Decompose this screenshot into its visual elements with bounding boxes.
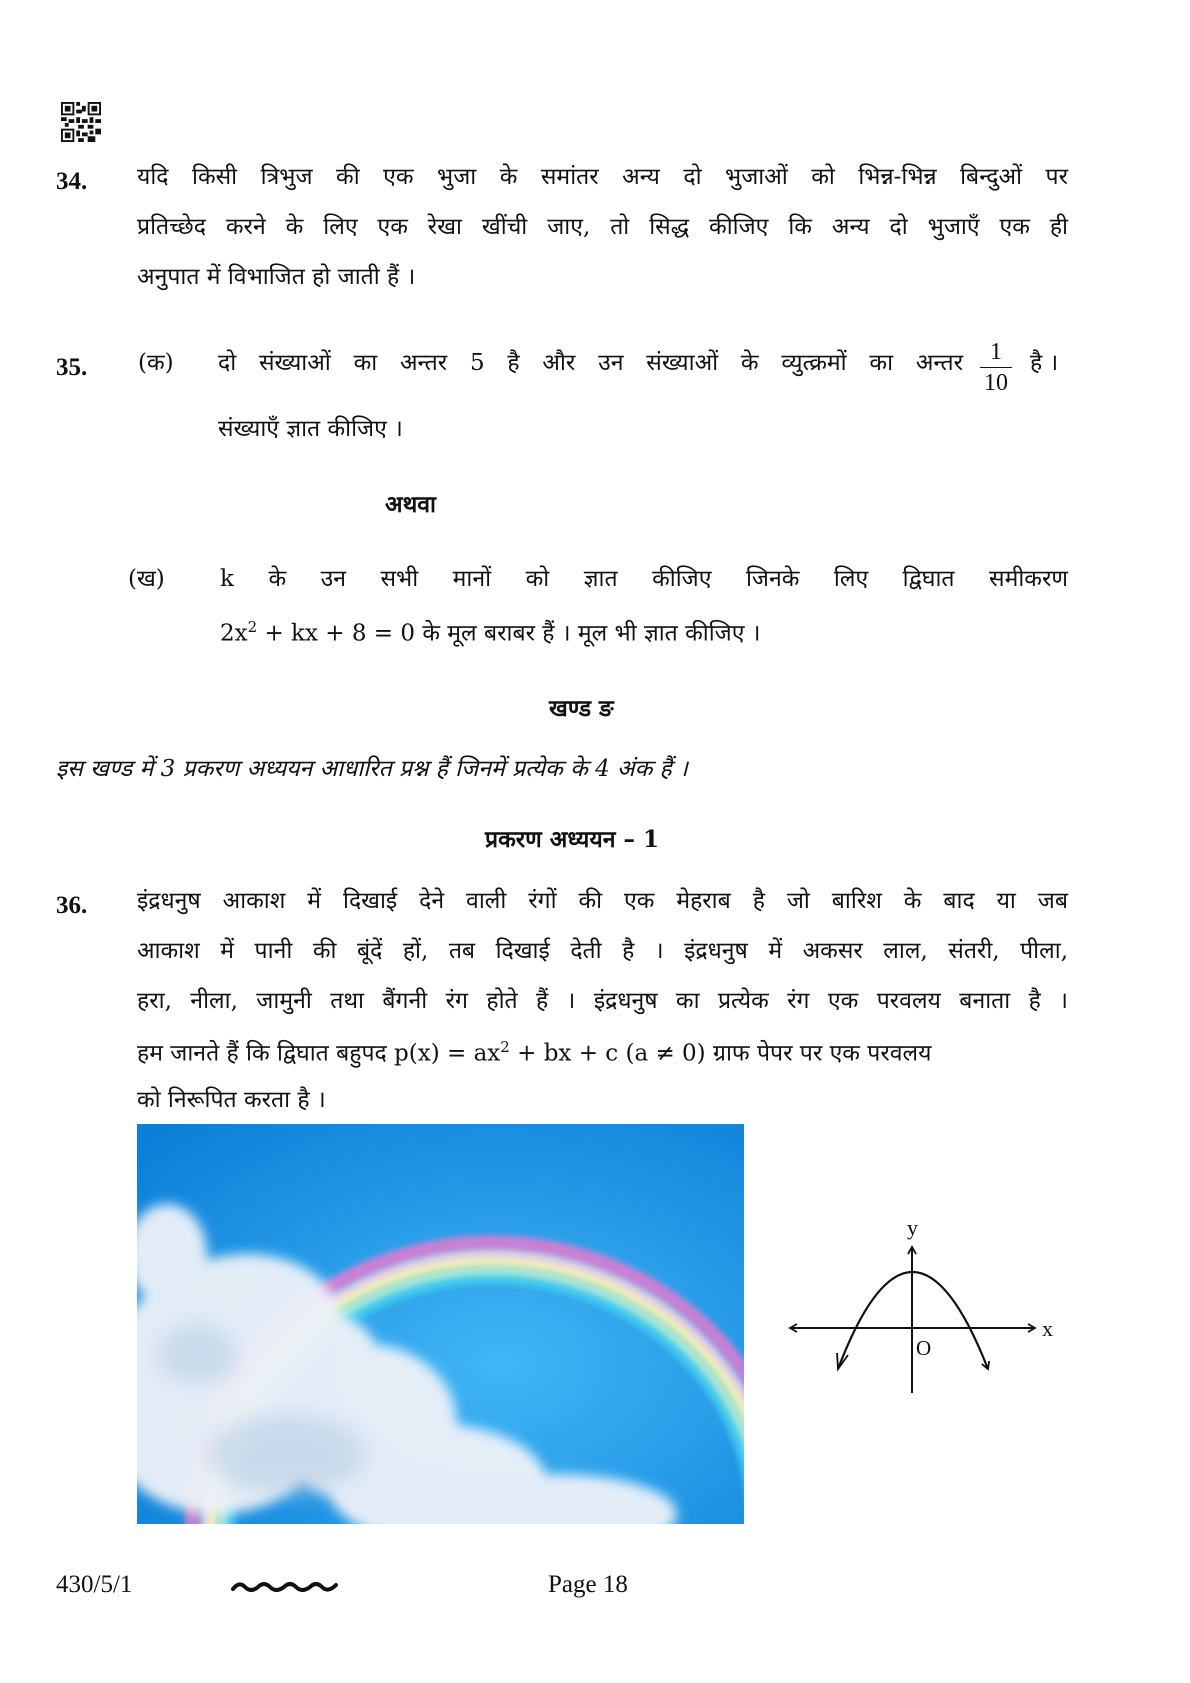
or-label: अथवा (385, 491, 437, 518)
q34-line-3: अनुपात में विभाजित हो जाती हैं । (137, 264, 416, 290)
q36-line-4-pre: हम जानते हैं कि द्विघात बहुपद p(x) = ax (137, 1040, 501, 1067)
rainbow-image-icon (137, 1124, 744, 1524)
rainbow-photo (137, 1124, 744, 1524)
question-number-35: 35. (56, 354, 88, 381)
q36-line-5: को निरूपित करता है । (137, 1087, 326, 1113)
origin-label: O (916, 1336, 932, 1360)
q35-part-a-line-1-end: है । (1030, 350, 1059, 376)
eq-pre: 2x (220, 620, 248, 647)
x-axis-label: x (1042, 1316, 1053, 1341)
qr-code-icon (60, 102, 102, 142)
section-title: खण्ड ङ (549, 695, 614, 722)
page-number: Page 18 (548, 1571, 628, 1598)
q36-exponent: 2 (500, 1038, 510, 1056)
fraction-one-tenth (980, 340, 1012, 395)
paper-code: 430/5/1 (56, 1571, 133, 1598)
q35-part-b-equation (220, 620, 760, 646)
q35-part-a-label: (क) (138, 350, 174, 376)
q34-line-2: प्रतिच्छेद करने के लिए एक रेखा खींची जाए, तो सिद्ध कीजिए कि अन्य दो भुजाएँ एक ही (137, 214, 1068, 240)
question-number-36: 36. (56, 892, 88, 919)
q35-part-a-line-1: दो संख्याओं का अन्तर 5 है और उन संख्याओं के व्युत्क्रमों का अन्तर (218, 350, 963, 376)
question-number-34: 34. (56, 168, 88, 195)
q36-line-2: आकाश में पानी की बूंदें हों, तब दिखाई देती है । इंद्रधनुष में अकसर लाल, संतरी, पीला, (137, 938, 1068, 964)
section-instruction: इस खण्ड में 3 प्रकरण अध्ययन आधारित प्रश्न हैं जिनमें प्रत्येक के 4 अंक हैं । (56, 756, 688, 782)
q36-line-1: इंद्रधनुष आकाश में दिखाई देने वाली रंगों की एक मेहराब है जो बारिश के बाद या जब (137, 888, 1068, 914)
case-study-title: प्रकरण अध्ययन – 1 (485, 826, 659, 853)
q36-line-4 (137, 1040, 1068, 1066)
eq-post: + kx + 8 = 0 के मूल बराबर हैं । मूल भी ज्ञात कीजिए । (257, 620, 761, 647)
parabola-graph (770, 1205, 1070, 1405)
q35-part-a-line-2: संख्याएँ ज्ञात कीजिए । (218, 416, 403, 442)
q35-part-b-line-1: k के उन सभी मानों को ज्ञात कीजिए जिनके लिए द्विघात समीकरण (220, 566, 1068, 592)
q36-line-3: हरा, नीला, जामुनी तथा बैंगनी रंग होते हैं । इंद्रधनुष का प्रत्येक रंग एक परवलय बनाता है । (137, 988, 1068, 1014)
wave-ornament-icon (231, 1579, 339, 1595)
q36-line-4-post: + bx + c (a ≠ 0) ग्राफ पेपर पर एक परवलय (509, 1040, 932, 1067)
y-axis-label: y (907, 1215, 918, 1240)
q34-line-1: यदि किसी त्रिभुज की एक भुजा के समांतर अन्य दो भुजाओं को भिन्न-भिन्न बिन्दुओं पर (137, 164, 1068, 190)
q35-part-b-label: (ख) (128, 566, 165, 592)
fraction-numerator: 1 (980, 340, 1012, 368)
eq-exponent: 2 (247, 618, 258, 636)
fraction-denominator: 10 (984, 370, 1008, 396)
